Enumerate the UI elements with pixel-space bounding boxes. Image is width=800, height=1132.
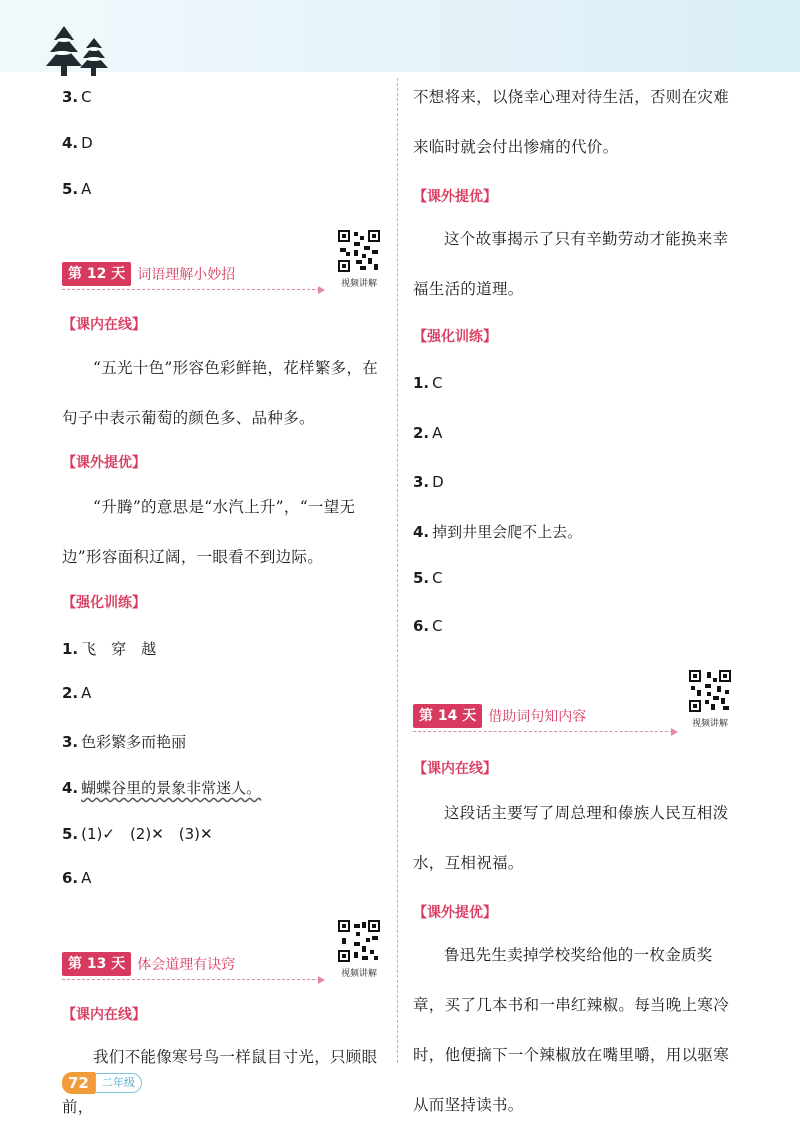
- day-badge: 第 13 天: [62, 952, 131, 976]
- section-tag-in-class: 【课内在线】: [413, 761, 497, 777]
- qr-caption: 视频讲解: [691, 719, 728, 729]
- section-tag-extra: 【课外提优】: [62, 455, 146, 471]
- header-banner: [0, 0, 800, 72]
- answer-item: 1. 飞 穿 越: [62, 640, 157, 658]
- section-tag-in-class: 【课内在线】: [62, 1007, 146, 1023]
- qr-caption: 视频讲解: [340, 969, 377, 979]
- answer-item: 6. A: [62, 869, 92, 887]
- day-topic: 借助词句知内容: [488, 709, 587, 725]
- qr-code-icon: [687, 668, 733, 714]
- day-badge: 第 14 天: [413, 704, 482, 728]
- section-tag-training: 【强化训练】: [62, 595, 146, 611]
- qr-code-icon: [336, 918, 382, 964]
- pine-trees-icon: [40, 24, 120, 80]
- day-topic: 词语理解小妙招: [137, 267, 236, 283]
- day-topic: 体会道理有诀窍: [137, 957, 236, 973]
- paragraph: “升腾”的意思是“水汽上升”，“一望无边”形容面积辽阔，一眼看不到边际。: [62, 498, 356, 566]
- qr-code[interactable]: [336, 918, 382, 979]
- day-14-header: [413, 704, 675, 728]
- answer-item: 4. D: [62, 134, 93, 152]
- answer-item: 5. (1)✓ (2)✕ (3)✕: [62, 825, 213, 843]
- paragraph: 我们不能像寒号鸟一样鼠目寸光，只顾眼前，: [62, 1048, 378, 1116]
- page-footer: [62, 1072, 142, 1094]
- qr-code[interactable]: [687, 668, 733, 729]
- answer-item: 5. C: [413, 569, 443, 587]
- paragraph: 鲁迅先生卖掉学校奖给他的一枚金质奖章，买了几本书和一串红辣椒。每当晚上寒冷时，他便摘下一个辣椒放在嘴里嚼，用以驱寒从而坚持读书。: [413, 946, 730, 1114]
- qr-caption: 视频讲解: [340, 279, 377, 289]
- answer-item: 6. C: [413, 617, 443, 635]
- answer-item: 5. A: [62, 180, 92, 198]
- page-number: 72: [62, 1072, 95, 1094]
- qr-code-icon: [336, 228, 382, 274]
- paragraph: 不想将来，以侥幸心理对待生活，否则在灾难来临时就会付出惨痛的代价。: [413, 88, 730, 156]
- section-tag-extra: 【课外提优】: [413, 189, 497, 205]
- answer-item: 3. 色彩繁多而艳丽: [62, 733, 187, 751]
- qr-code[interactable]: [336, 228, 382, 289]
- answer-item: 3. C: [62, 88, 92, 106]
- answer-item: 4. 掉到井里会爬不上去。: [413, 523, 583, 541]
- section-tag-in-class: 【课内在线】: [62, 317, 146, 333]
- grade-label: 二年级: [95, 1073, 142, 1093]
- section-tag-extra: 【课外提优】: [413, 905, 497, 921]
- answer-item: 3. D: [413, 473, 444, 491]
- column-divider: [397, 78, 398, 1063]
- answer-item: 2. A: [62, 684, 92, 702]
- answer-item: 1. C: [413, 374, 443, 392]
- paragraph: 这段话主要写了周总理和傣族人民互相泼水，互相祝福。: [413, 804, 729, 872]
- answer-item: 2. A: [413, 424, 443, 442]
- day-12-header: [62, 262, 322, 286]
- paragraph: “五光十色”形容色彩鲜艳，花样繁多，在句子中表示葡萄的颜色多、品种多。: [62, 359, 379, 427]
- day-13-header: [62, 952, 322, 976]
- paragraph: 这个故事揭示了只有辛勤劳动才能换来幸福生活的道理。: [413, 230, 729, 298]
- section-tag-training: 【强化训练】: [413, 329, 497, 345]
- answer-item: 4. 蝴蝶谷里的景象非常迷人。: [62, 779, 262, 797]
- day-badge: 第 12 天: [62, 262, 131, 286]
